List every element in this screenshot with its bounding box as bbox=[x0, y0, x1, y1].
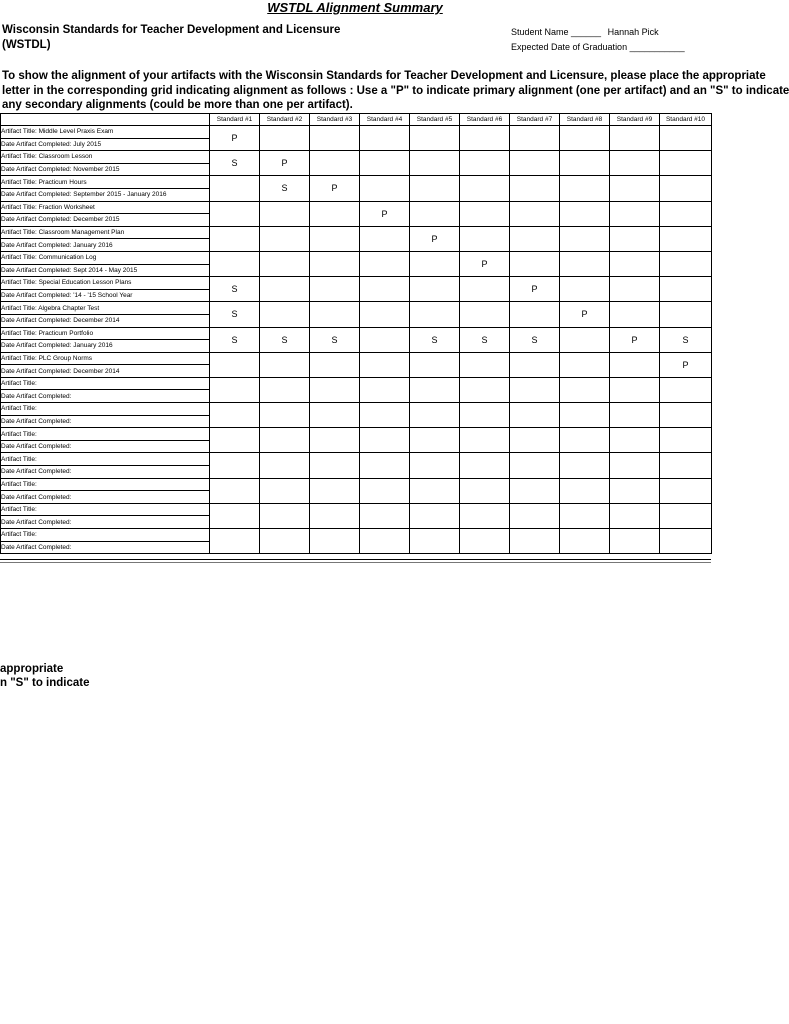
alignment-cell-standard-7[interactable] bbox=[510, 176, 560, 201]
org-heading bbox=[2, 23, 422, 53]
artifact-title[interactable]: Artifact Title: Algebra Chapter Test bbox=[1, 302, 210, 315]
artifact-title[interactable]: Artifact Title: PLC Group Norms bbox=[1, 352, 210, 365]
alignment-cell-standard-6[interactable] bbox=[460, 529, 510, 554]
alignment-cell-standard-1[interactable]: S bbox=[210, 327, 260, 352]
alignment-cell-standard-4[interactable]: P bbox=[360, 201, 410, 226]
alignment-cell-standard-4[interactable] bbox=[360, 503, 410, 528]
student-name-value[interactable]: Hannah Pick bbox=[607, 27, 659, 37]
alignment-cell-standard-6[interactable] bbox=[460, 226, 510, 251]
artifact-title[interactable]: Artifact Title: bbox=[1, 478, 210, 491]
alignment-cell-standard-5[interactable] bbox=[410, 126, 460, 151]
alignment-cell-standard-5[interactable] bbox=[410, 453, 460, 478]
artifact-row bbox=[1, 529, 712, 542]
alignment-cell-standard-4[interactable] bbox=[360, 327, 410, 352]
alignment-grid bbox=[0, 113, 712, 554]
page-title: WSTDL Alignment Summary bbox=[267, 0, 443, 15]
alignment-cell-standard-7[interactable] bbox=[510, 151, 560, 176]
alignment-cell-standard-3[interactable] bbox=[310, 126, 360, 151]
alignment-cell-standard-2[interactable] bbox=[260, 529, 310, 554]
alignment-cell-standard-5[interactable] bbox=[410, 503, 460, 528]
alignment-cell-standard-2[interactable]: P bbox=[260, 151, 310, 176]
alignment-cell-standard-5[interactable] bbox=[410, 377, 460, 402]
alignment-cell-standard-8[interactable] bbox=[560, 201, 610, 226]
alignment-cell-standard-1[interactable] bbox=[210, 377, 260, 402]
alignment-cell-standard-2[interactable] bbox=[260, 352, 310, 377]
alignment-cell-standard-1[interactable] bbox=[210, 503, 260, 528]
standard-header-7: Standard #7 bbox=[510, 114, 560, 126]
alignment-cell-standard-2[interactable] bbox=[260, 201, 310, 226]
alignment-cell-standard-5[interactable] bbox=[410, 352, 460, 377]
alignment-cell-standard-4[interactable] bbox=[360, 151, 410, 176]
artifact-row bbox=[1, 327, 712, 340]
alignment-cell-standard-8[interactable] bbox=[560, 529, 610, 554]
student-name-label: Student Name ______ bbox=[511, 27, 602, 37]
bottom-rule bbox=[0, 559, 711, 563]
artifact-date[interactable]: Date Artifact Completed: bbox=[1, 491, 210, 504]
instructions bbox=[2, 69, 789, 113]
alignment-cell-standard-9[interactable] bbox=[610, 529, 660, 554]
alignment-cell-standard-6[interactable]: P bbox=[460, 251, 510, 276]
standard-header-8: Standard #8 bbox=[560, 114, 610, 126]
alignment-cell-standard-8[interactable] bbox=[560, 503, 610, 528]
standard-header-1: Standard #1 bbox=[210, 114, 260, 126]
standard-header-3: Standard #3 bbox=[310, 114, 360, 126]
alignment-cell-standard-5[interactable] bbox=[410, 201, 460, 226]
org-heading-line2: (WSTDL) bbox=[2, 39, 51, 51]
artifact-row bbox=[1, 428, 712, 441]
artifact-title[interactable]: Artifact Title: Practicum Portfolio bbox=[1, 327, 210, 340]
alignment-cell-standard-8[interactable] bbox=[560, 151, 610, 176]
alignment-cell-standard-6[interactable]: S bbox=[460, 327, 510, 352]
alignment-cell-standard-8[interactable] bbox=[560, 352, 610, 377]
standard-header-2: Standard #2 bbox=[260, 114, 310, 126]
alignment-cell-standard-7[interactable] bbox=[510, 201, 560, 226]
alignment-cell-standard-2[interactable]: S bbox=[260, 327, 310, 352]
alignment-cell-standard-6[interactable] bbox=[460, 201, 510, 226]
alignment-cell-standard-3[interactable] bbox=[310, 251, 360, 276]
alignment-cell-standard-8[interactable] bbox=[560, 453, 610, 478]
alignment-cell-standard-6[interactable] bbox=[460, 428, 510, 453]
standards-header-row bbox=[1, 114, 712, 126]
alignment-cell-standard-7[interactable]: P bbox=[510, 277, 560, 302]
alignment-cell-standard-6[interactable] bbox=[460, 453, 510, 478]
alignment-cell-standard-3[interactable] bbox=[310, 503, 360, 528]
alignment-cell-standard-4[interactable] bbox=[360, 453, 410, 478]
alignment-cell-standard-1[interactable] bbox=[210, 428, 260, 453]
alignment-cell-standard-1[interactable]: S bbox=[210, 277, 260, 302]
alignment-cell-standard-5[interactable] bbox=[410, 176, 460, 201]
instructions-line1: To show the alignment of your artifacts with the Wisconsin Standards for Teacher Development and Licensure, please place the appropriate bbox=[2, 70, 766, 82]
standard-header-6: Standard #6 bbox=[460, 114, 510, 126]
alignment-cell-standard-4[interactable] bbox=[360, 478, 410, 503]
alignment-cell-standard-5[interactable] bbox=[410, 251, 460, 276]
alignment-cell-standard-8[interactable]: P bbox=[560, 302, 610, 327]
artifact-title[interactable]: Artifact Title: Classroom Management Plan bbox=[1, 226, 210, 239]
alignment-cell-standard-10[interactable] bbox=[660, 453, 712, 478]
alignment-cell-standard-3[interactable] bbox=[310, 529, 360, 554]
alignment-cell-standard-4[interactable] bbox=[360, 302, 410, 327]
alignment-cell-standard-9[interactable] bbox=[610, 277, 660, 302]
artifact-row bbox=[1, 377, 712, 390]
alignment-cell-standard-2[interactable] bbox=[260, 403, 310, 428]
alignment-cell-standard-7[interactable] bbox=[510, 529, 560, 554]
alignment-cell-standard-3[interactable] bbox=[310, 352, 360, 377]
alignment-cell-standard-10[interactable] bbox=[660, 151, 712, 176]
artifact-row bbox=[1, 352, 712, 365]
alignment-cell-standard-8[interactable] bbox=[560, 277, 610, 302]
alignment-cell-standard-1[interactable] bbox=[210, 251, 260, 276]
alignment-cell-standard-4[interactable] bbox=[360, 277, 410, 302]
alignment-cell-standard-4[interactable] bbox=[360, 377, 410, 402]
alignment-cell-standard-6[interactable] bbox=[460, 503, 510, 528]
alignment-cell-standard-10[interactable] bbox=[660, 503, 712, 528]
artifact-date[interactable]: Date Artifact Completed: bbox=[1, 466, 210, 479]
alignment-cell-standard-3[interactable] bbox=[310, 453, 360, 478]
alignment-cell-standard-5[interactable] bbox=[410, 277, 460, 302]
alignment-cell-standard-1[interactable] bbox=[210, 403, 260, 428]
artifact-row bbox=[1, 176, 712, 189]
alignment-cell-standard-8[interactable] bbox=[560, 403, 610, 428]
alignment-cell-standard-10[interactable] bbox=[660, 302, 712, 327]
alignment-cell-standard-9[interactable] bbox=[610, 352, 660, 377]
alignment-cell-standard-10[interactable] bbox=[660, 201, 712, 226]
alignment-cell-standard-5[interactable] bbox=[410, 428, 460, 453]
alignment-cell-standard-10[interactable] bbox=[660, 377, 712, 402]
graduation-date-row bbox=[511, 40, 685, 55]
instructions-overflow-line1: appropriate bbox=[0, 663, 64, 675]
alignment-cell-standard-9[interactable] bbox=[610, 478, 660, 503]
alignment-cell-standard-3[interactable] bbox=[310, 277, 360, 302]
artifact-date[interactable]: Date Artifact Completed: July 2015 bbox=[1, 138, 210, 151]
alignment-cell-standard-5[interactable] bbox=[410, 302, 460, 327]
alignment-cell-standard-7[interactable] bbox=[510, 377, 560, 402]
alignment-cell-standard-1[interactable] bbox=[210, 352, 260, 377]
alignment-cell-standard-3[interactable] bbox=[310, 428, 360, 453]
alignment-cell-standard-2[interactable]: S bbox=[260, 176, 310, 201]
grid-body bbox=[1, 126, 712, 554]
alignment-cell-standard-4[interactable] bbox=[360, 428, 410, 453]
alignment-cell-standard-4[interactable] bbox=[360, 403, 410, 428]
artifact-row bbox=[1, 277, 712, 290]
alignment-cell-standard-5[interactable]: S bbox=[410, 327, 460, 352]
alignment-cell-standard-9[interactable] bbox=[610, 453, 660, 478]
alignment-cell-standard-6[interactable] bbox=[460, 377, 510, 402]
alignment-cell-standard-7[interactable] bbox=[510, 251, 560, 276]
artifact-date[interactable]: Date Artifact Completed: '14 - '15 School Year bbox=[1, 289, 210, 302]
alignment-cell-standard-10[interactable] bbox=[660, 403, 712, 428]
artifact-row bbox=[1, 201, 712, 214]
student-info bbox=[511, 25, 685, 55]
alignment-cell-standard-2[interactable] bbox=[260, 226, 310, 251]
alignment-cell-standard-8[interactable] bbox=[560, 251, 610, 276]
alignment-cell-standard-3[interactable]: P bbox=[310, 176, 360, 201]
alignment-cell-standard-9[interactable] bbox=[610, 302, 660, 327]
alignment-cell-standard-9[interactable] bbox=[610, 201, 660, 226]
artifact-title[interactable]: Artifact Title: bbox=[1, 403, 210, 416]
alignment-cell-standard-2[interactable] bbox=[260, 251, 310, 276]
alignment-cell-standard-10[interactable] bbox=[660, 277, 712, 302]
alignment-cell-standard-7[interactable]: S bbox=[510, 327, 560, 352]
alignment-cell-standard-9[interactable] bbox=[610, 503, 660, 528]
artifact-title[interactable]: Artifact Title: bbox=[1, 377, 210, 390]
alignment-cell-standard-7[interactable] bbox=[510, 503, 560, 528]
alignment-cell-standard-10[interactable] bbox=[660, 529, 712, 554]
alignment-cell-standard-10[interactable] bbox=[660, 176, 712, 201]
alignment-cell-standard-8[interactable] bbox=[560, 478, 610, 503]
artifact-row bbox=[1, 302, 712, 315]
artifact-date[interactable]: Date Artifact Completed: December 2015 bbox=[1, 214, 210, 227]
instructions-line3: any secondary alignments (could be more than one per artifact). bbox=[2, 99, 353, 111]
student-name-row bbox=[511, 25, 685, 40]
alignment-cell-standard-7[interactable] bbox=[510, 453, 560, 478]
alignment-cell-standard-8[interactable] bbox=[560, 327, 610, 352]
alignment-cell-standard-6[interactable] bbox=[460, 126, 510, 151]
artifact-title[interactable]: Artifact Title: Middle Level Praxis Exam bbox=[1, 126, 210, 139]
alignment-cell-standard-4[interactable] bbox=[360, 529, 410, 554]
alignment-cell-standard-6[interactable] bbox=[460, 478, 510, 503]
alignment-cell-standard-1[interactable]: S bbox=[210, 151, 260, 176]
artifact-row bbox=[1, 403, 712, 416]
alignment-cell-standard-7[interactable] bbox=[510, 302, 560, 327]
artifact-date[interactable]: Date Artifact Completed: bbox=[1, 390, 210, 403]
alignment-cell-standard-1[interactable] bbox=[210, 478, 260, 503]
artifact-title[interactable]: Artifact Title: Practicum Hours bbox=[1, 176, 210, 189]
alignment-cell-standard-2[interactable] bbox=[260, 277, 310, 302]
alignment-cell-standard-9[interactable]: P bbox=[610, 327, 660, 352]
alignment-cell-standard-2[interactable] bbox=[260, 478, 310, 503]
standard-header-9: Standard #9 bbox=[610, 114, 660, 126]
artifact-title[interactable]: Artifact Title: Special Education Lesson Plans bbox=[1, 277, 210, 290]
artifact-date[interactable]: Date Artifact Completed: December 2014 bbox=[1, 365, 210, 378]
artifact-title[interactable]: Artifact Title: bbox=[1, 529, 210, 542]
alignment-cell-standard-2[interactable] bbox=[260, 453, 310, 478]
artifact-row bbox=[1, 453, 712, 466]
artifact-title[interactable]: Artifact Title: bbox=[1, 453, 210, 466]
standard-header-5: Standard #5 bbox=[410, 114, 460, 126]
alignment-cell-standard-5[interactable] bbox=[410, 151, 460, 176]
alignment-cell-standard-3[interactable] bbox=[310, 302, 360, 327]
alignment-cell-standard-10[interactable] bbox=[660, 126, 712, 151]
alignment-cell-standard-3[interactable] bbox=[310, 151, 360, 176]
alignment-cell-standard-5[interactable] bbox=[410, 529, 460, 554]
alignment-cell-standard-1[interactable]: S bbox=[210, 302, 260, 327]
alignment-cell-standard-3[interactable]: S bbox=[310, 327, 360, 352]
artifact-date[interactable]: Date Artifact Completed: January 2016 bbox=[1, 239, 210, 252]
alignment-cell-standard-9[interactable] bbox=[610, 251, 660, 276]
artifact-row bbox=[1, 251, 712, 264]
alignment-cell-standard-2[interactable] bbox=[260, 302, 310, 327]
alignment-cell-standard-10[interactable]: P bbox=[660, 352, 712, 377]
alignment-cell-standard-1[interactable] bbox=[210, 529, 260, 554]
standard-header-10: Standard #10 bbox=[660, 114, 712, 126]
alignment-cell-standard-9[interactable] bbox=[610, 126, 660, 151]
alignment-cell-standard-5[interactable]: P bbox=[410, 226, 460, 251]
artifact-date[interactable]: Date Artifact Completed: Sept 2014 - May 2015 bbox=[1, 264, 210, 277]
alignment-cell-standard-4[interactable] bbox=[360, 251, 410, 276]
artifact-date[interactable]: Date Artifact Completed: bbox=[1, 516, 210, 529]
artifact-date[interactable]: Date Artifact Completed: bbox=[1, 541, 210, 554]
alignment-cell-standard-10[interactable] bbox=[660, 226, 712, 251]
alignment-cell-standard-5[interactable] bbox=[410, 403, 460, 428]
org-heading-line1: Wisconsin Standards for Teacher Development and Licensure bbox=[2, 24, 341, 36]
alignment-cell-standard-3[interactable] bbox=[310, 226, 360, 251]
alignment-cell-standard-6[interactable] bbox=[460, 352, 510, 377]
alignment-cell-standard-4[interactable] bbox=[360, 352, 410, 377]
alignment-cell-standard-6[interactable] bbox=[460, 403, 510, 428]
alignment-cell-standard-6[interactable] bbox=[460, 277, 510, 302]
alignment-cell-standard-8[interactable] bbox=[560, 176, 610, 201]
alignment-cell-standard-4[interactable] bbox=[360, 226, 410, 251]
artifact-date[interactable]: Date Artifact Completed: bbox=[1, 440, 210, 453]
alignment-cell-standard-3[interactable] bbox=[310, 377, 360, 402]
instructions-overflow-line2: n "S" to indicate bbox=[0, 677, 90, 689]
alignment-cell-standard-5[interactable] bbox=[410, 478, 460, 503]
alignment-cell-standard-10[interactable] bbox=[660, 478, 712, 503]
artifact-date[interactable]: Date Artifact Completed: bbox=[1, 415, 210, 428]
alignment-cell-standard-1[interactable] bbox=[210, 201, 260, 226]
artifact-row bbox=[1, 151, 712, 164]
standard-header-4: Standard #4 bbox=[360, 114, 410, 126]
instructions-line2: letter in the corresponding grid indicating alignment as follows : Use a "P" to indicate primary alignment (one per artifact) and an "S" to indicate bbox=[2, 84, 789, 97]
alignment-cell-standard-8[interactable] bbox=[560, 428, 610, 453]
alignment-cell-standard-7[interactable] bbox=[510, 478, 560, 503]
alignment-cell-standard-9[interactable] bbox=[610, 176, 660, 201]
artifact-date[interactable]: Date Artifact Completed: November 2015 bbox=[1, 163, 210, 176]
alignment-cell-standard-9[interactable] bbox=[610, 151, 660, 176]
alignment-cell-standard-4[interactable] bbox=[360, 126, 410, 151]
alignment-cell-standard-2[interactable] bbox=[260, 428, 310, 453]
artifact-title[interactable]: Artifact Title: Fraction Worksheet bbox=[1, 201, 210, 214]
alignment-cell-standard-9[interactable] bbox=[610, 377, 660, 402]
alignment-cell-standard-7[interactable] bbox=[510, 403, 560, 428]
alignment-cell-standard-2[interactable] bbox=[260, 126, 310, 151]
graduation-date-label[interactable]: Expected Date of Graduation ___________ bbox=[511, 42, 685, 52]
alignment-cell-standard-1[interactable] bbox=[210, 226, 260, 251]
artifact-row bbox=[1, 126, 712, 139]
alignment-cell-standard-8[interactable] bbox=[560, 377, 610, 402]
alignment-cell-standard-7[interactable] bbox=[510, 428, 560, 453]
alignment-cell-standard-2[interactable] bbox=[260, 377, 310, 402]
artifact-title[interactable]: Artifact Title: bbox=[1, 503, 210, 516]
header-corner bbox=[1, 114, 210, 126]
instructions-overflow bbox=[0, 662, 90, 690]
artifact-date[interactable]: Date Artifact Completed: December 2014 bbox=[1, 314, 210, 327]
artifact-title[interactable]: Artifact Title: bbox=[1, 428, 210, 441]
alignment-cell-standard-6[interactable] bbox=[460, 176, 510, 201]
alignment-cell-standard-6[interactable] bbox=[460, 151, 510, 176]
alignment-cell-standard-8[interactable] bbox=[560, 226, 610, 251]
alignment-cell-standard-1[interactable]: P bbox=[210, 126, 260, 151]
alignment-cell-standard-10[interactable]: S bbox=[660, 327, 712, 352]
artifact-title[interactable]: Artifact Title: Classroom Lesson bbox=[1, 151, 210, 164]
alignment-cell-standard-4[interactable] bbox=[360, 176, 410, 201]
alignment-cell-standard-2[interactable] bbox=[260, 503, 310, 528]
artifact-date[interactable]: Date Artifact Completed: January 2016 bbox=[1, 340, 210, 353]
artifact-row bbox=[1, 226, 712, 239]
alignment-cell-standard-3[interactable] bbox=[310, 403, 360, 428]
alignment-cell-standard-9[interactable] bbox=[610, 403, 660, 428]
alignment-cell-standard-1[interactable] bbox=[210, 176, 260, 201]
artifact-row bbox=[1, 478, 712, 491]
alignment-cell-standard-9[interactable] bbox=[610, 226, 660, 251]
alignment-cell-standard-10[interactable] bbox=[660, 428, 712, 453]
artifact-title[interactable]: Artifact Title: Communication Log bbox=[1, 251, 210, 264]
alignment-cell-standard-7[interactable] bbox=[510, 352, 560, 377]
alignment-cell-standard-7[interactable] bbox=[510, 226, 560, 251]
alignment-cell-standard-9[interactable] bbox=[610, 428, 660, 453]
alignment-cell-standard-10[interactable] bbox=[660, 251, 712, 276]
artifact-date[interactable]: Date Artifact Completed: September 2015 - January 2016 bbox=[1, 188, 210, 201]
alignment-cell-standard-3[interactable] bbox=[310, 201, 360, 226]
artifact-row bbox=[1, 503, 712, 516]
alignment-cell-standard-1[interactable] bbox=[210, 453, 260, 478]
alignment-cell-standard-3[interactable] bbox=[310, 478, 360, 503]
alignment-cell-standard-8[interactable] bbox=[560, 126, 610, 151]
alignment-cell-standard-6[interactable] bbox=[460, 302, 510, 327]
alignment-cell-standard-7[interactable] bbox=[510, 126, 560, 151]
